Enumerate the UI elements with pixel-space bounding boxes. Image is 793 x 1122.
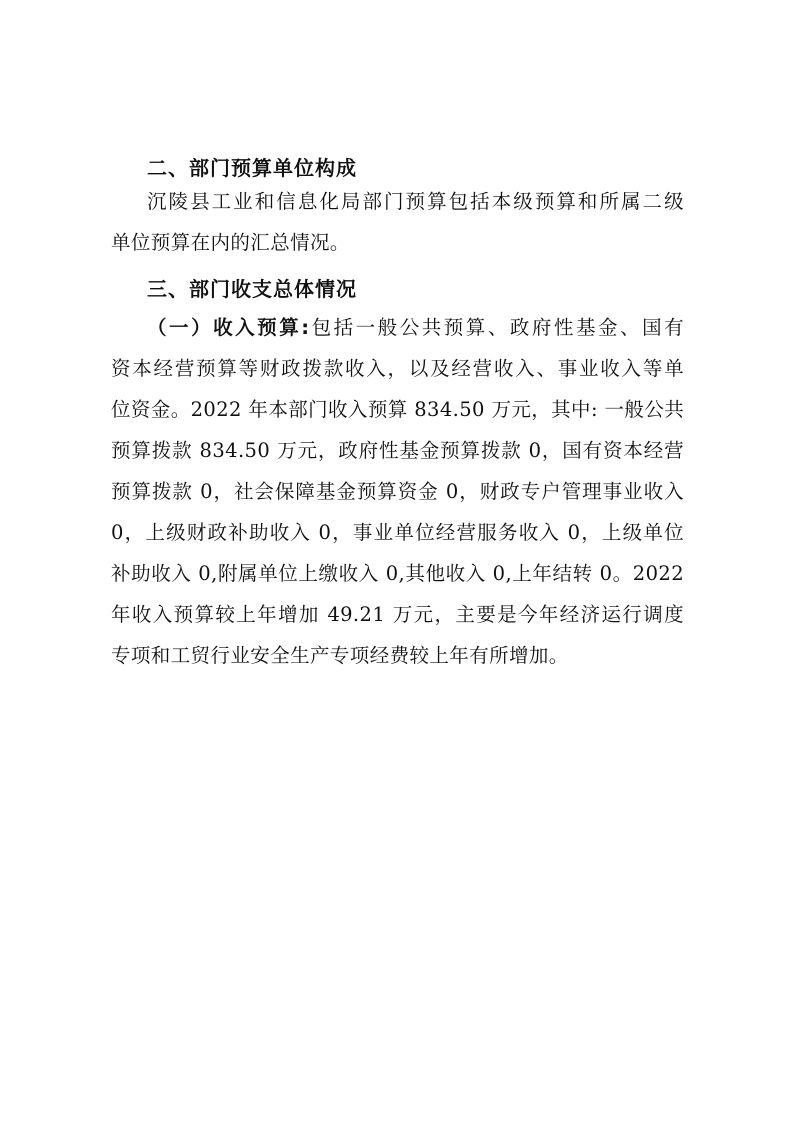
paragraph-line: 位资金。2022 年本部门收入预算 834.50 万元，其中: 一般公共 [111, 398, 685, 421]
paragraph-line: 补助收入 0,附属单位上缴收入 0,其他收入 0,上年结转 0。2022 [111, 562, 684, 585]
paragraph-line: 年收入预算较上年增加 49.21 万元，主要是今年经济运行调度 [111, 603, 684, 626]
paragraph-text: 包括一般公共预算、政府性基金、国有 [309, 316, 684, 339]
paragraph-line [147, 318, 684, 338]
paragraph-line: 单位预算在内的汇总情况。 [111, 231, 350, 254]
paragraph-line: 预算拨款 0，社会保障基金预算资金 0，财政专户管理事业收入 [111, 480, 684, 503]
paragraph-line: 0，上级财政补助收入 0，事业单位经营服务收入 0，上级单位 [111, 521, 684, 544]
section-heading-unit-composition: 二、部门预算单位构成 [147, 156, 357, 180]
income-budget-label: （一）收入预算: [147, 316, 310, 339]
paragraph-line: 资本经营预算等财政拨款收入，以及经营收入、事业收入等单 [111, 357, 684, 380]
section-heading-overall-budget: 三、部门收支总体情况 [147, 277, 357, 301]
paragraph-line: 专项和工贸行业安全生产专项经费较上年有所增加。 [111, 644, 569, 667]
paragraph-line: 沉陵县工业和信息化局部门预算包括本级预算和所属二级 [147, 190, 684, 213]
paragraph-line: 预算拨款 834.50 万元，政府性基金预算拨款 0，国有资本经营 [111, 439, 684, 462]
